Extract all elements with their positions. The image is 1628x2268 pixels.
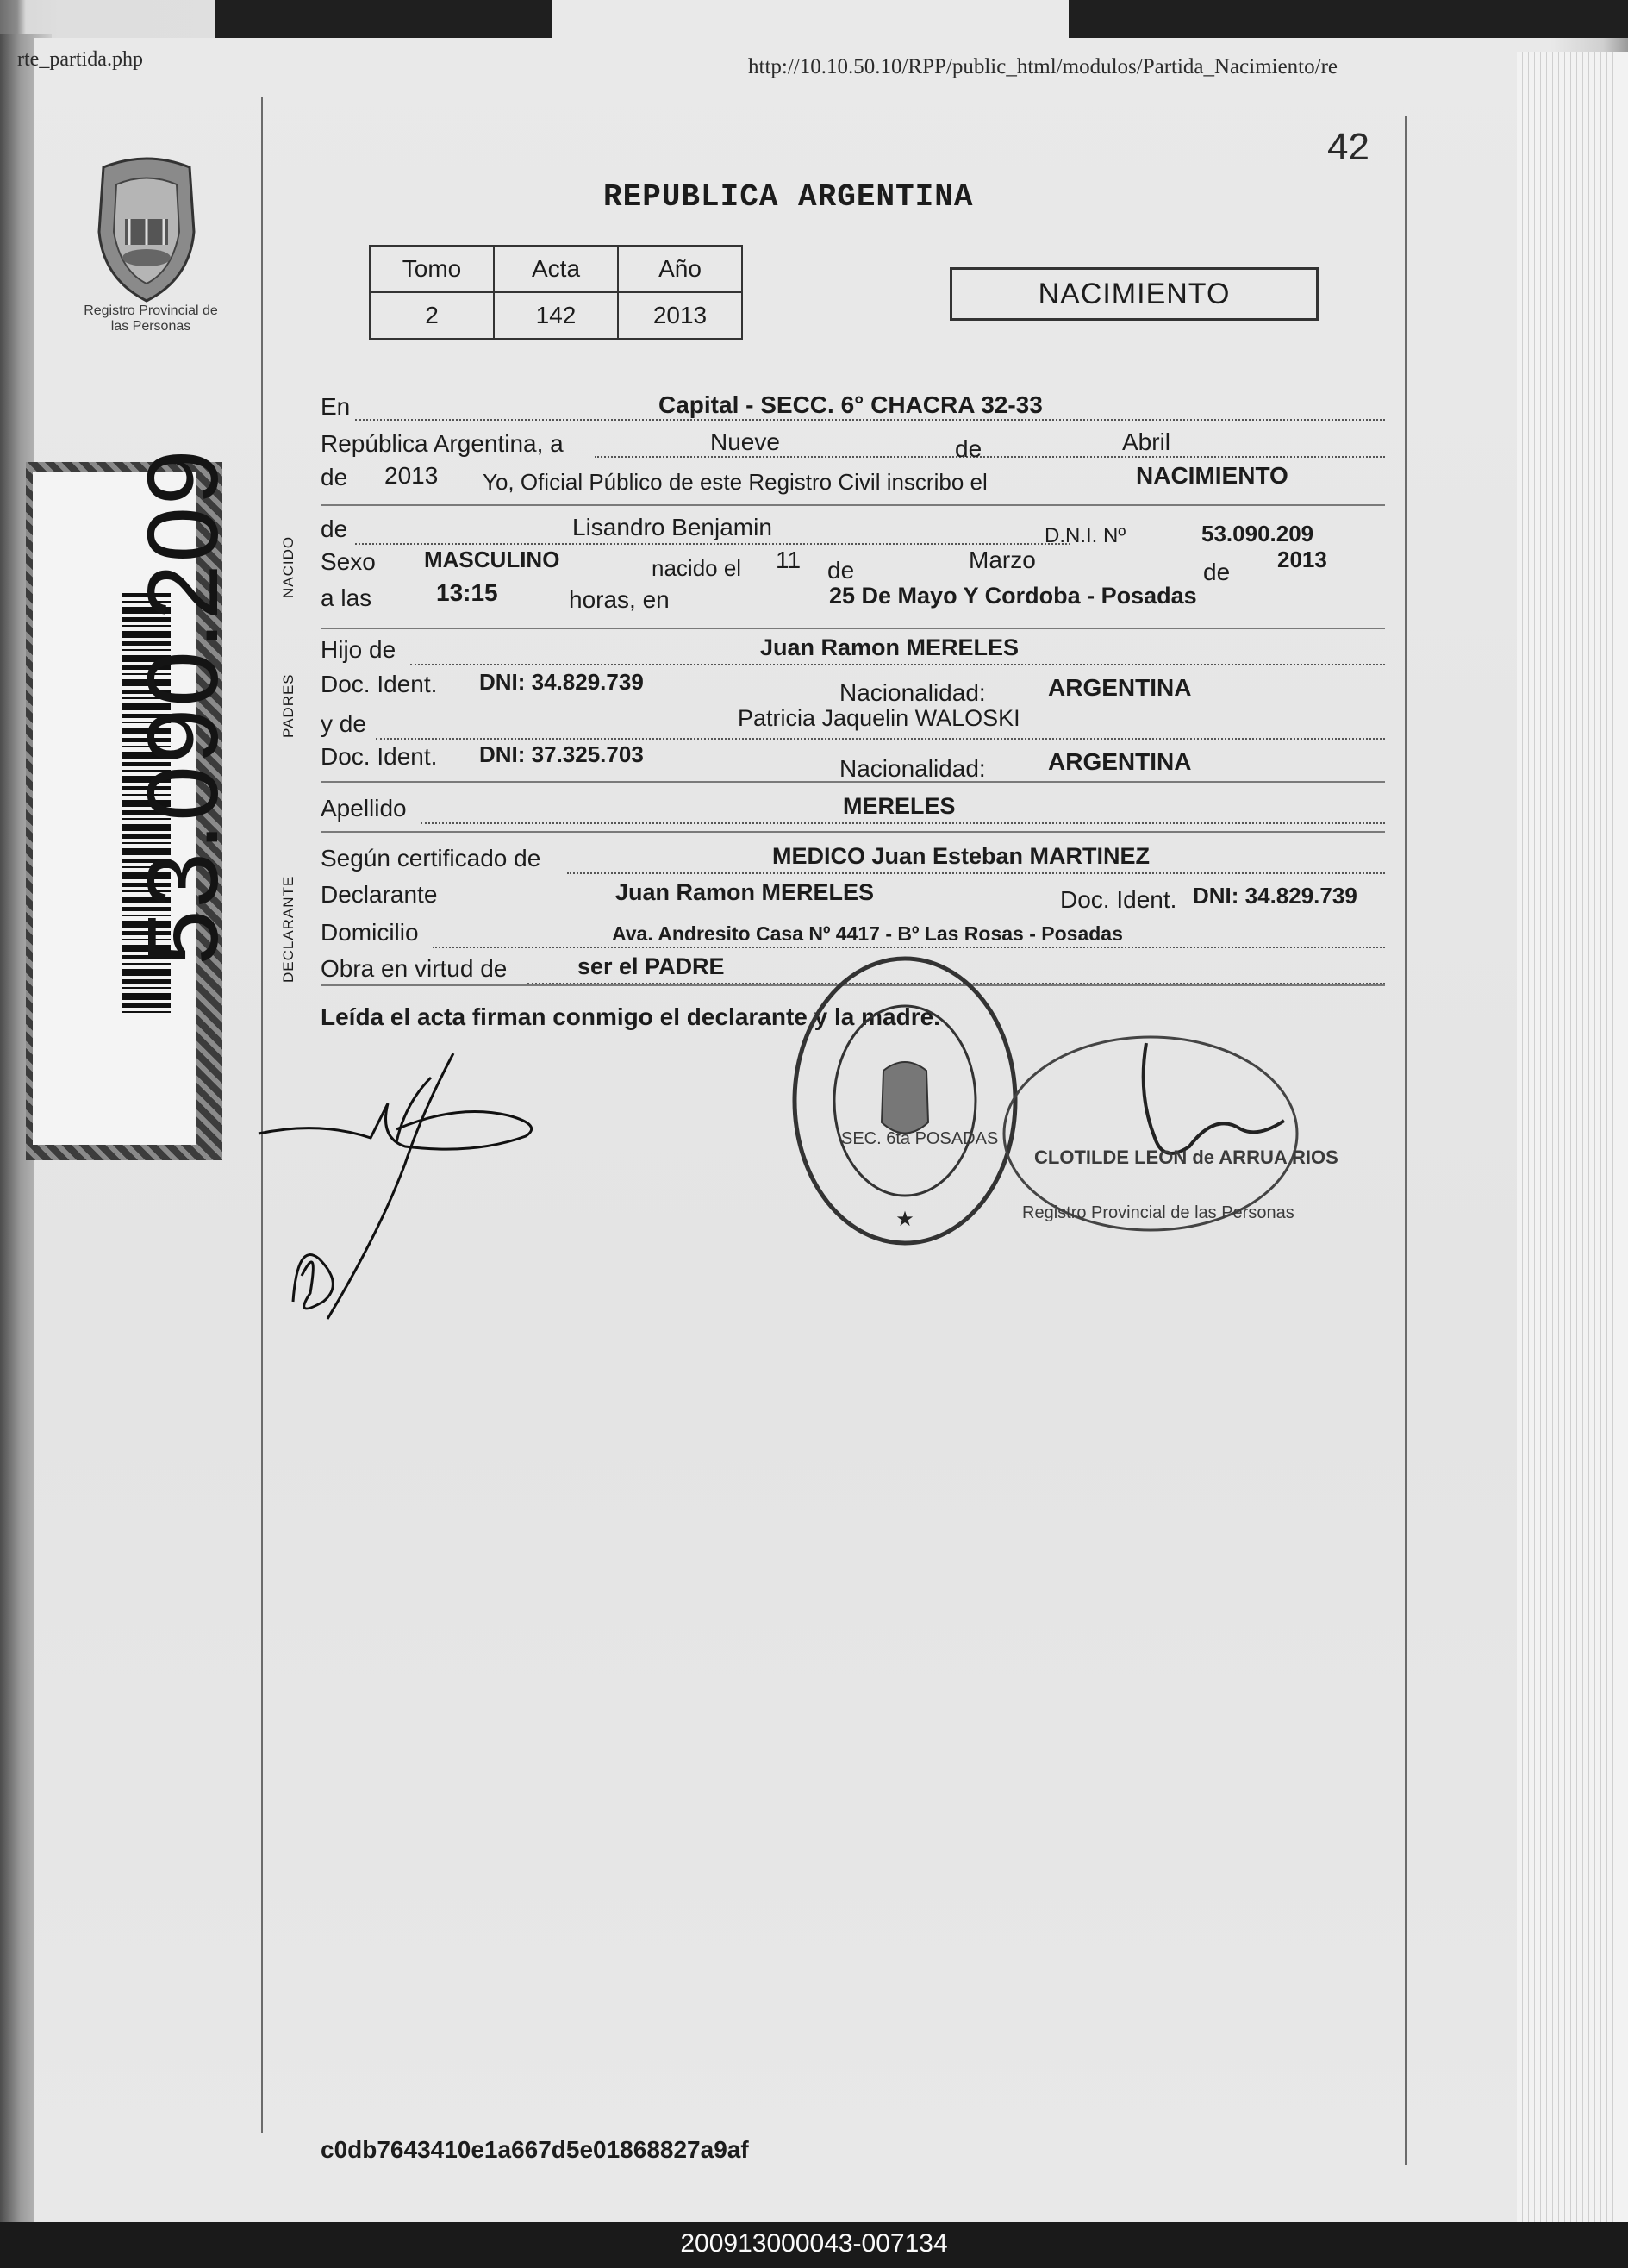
row-en bbox=[321, 391, 1385, 426]
ref-header-anio: Año bbox=[618, 246, 742, 292]
browser-url-left: rte_partida.php bbox=[17, 48, 143, 71]
value-madre-nac: ARGENTINA bbox=[1048, 748, 1192, 775]
verification-hash: c0db7643410e1a667d5e01868827a9af bbox=[321, 2136, 749, 2163]
ref-header-tomo: Tomo bbox=[370, 246, 494, 292]
value-padre-nac: ARGENTINA bbox=[1048, 674, 1192, 701]
side-label-declarante: DECLARANTE bbox=[280, 875, 296, 983]
row-hijo-de bbox=[321, 634, 1385, 669]
registry-logo-icon bbox=[86, 150, 207, 314]
value-nacido-dia: 11 bbox=[776, 547, 802, 573]
value-year: 2013 bbox=[384, 462, 439, 489]
value-hora: 13:15 bbox=[436, 579, 498, 606]
label-doc-madre: Doc. Ident. bbox=[321, 743, 438, 770]
frame-line-right bbox=[1405, 116, 1407, 2165]
svg-text:★: ★ bbox=[895, 1207, 914, 1231]
row-padre-doc bbox=[321, 669, 1385, 706]
section-rule-nacido bbox=[321, 628, 1385, 629]
dotted-line bbox=[421, 822, 1385, 824]
label-nac-madre: Nacionalidad: bbox=[839, 755, 986, 782]
document-title: REPUBLICA ARGENTINA bbox=[603, 179, 974, 215]
value-day: Nueve bbox=[710, 428, 780, 455]
dotted-line bbox=[567, 872, 1385, 874]
barcode-number: 53.090.209 bbox=[127, 447, 239, 965]
row-nombre bbox=[321, 514, 1385, 548]
label-de-mes: de bbox=[827, 557, 855, 584]
value-inscribo: NACIMIENTO bbox=[1136, 462, 1288, 489]
value-dni: 53.090.209 bbox=[1201, 521, 1314, 547]
label-de-anio: de bbox=[1203, 559, 1231, 585]
value-nombre: Lisandro Benjamin bbox=[572, 514, 772, 540]
page-number: 42 bbox=[1327, 126, 1369, 168]
declarant-signature bbox=[250, 1043, 577, 1328]
top-paper-edge bbox=[552, 0, 1069, 38]
value-nacido-mes: Marzo bbox=[969, 547, 1036, 573]
page-stack-edge bbox=[1517, 52, 1628, 2222]
ref-value-tomo: 2 bbox=[370, 292, 494, 339]
signature-stamp-name: CLOTILDE LEON de ARRUA RIOS bbox=[1034, 1146, 1338, 1168]
value-month: Abril bbox=[1122, 428, 1171, 455]
label-certificado: Según certificado de bbox=[321, 845, 541, 872]
row-apellido bbox=[321, 793, 1385, 828]
dotted-line bbox=[410, 664, 1385, 665]
reference-table bbox=[369, 245, 743, 340]
side-label-padres: PADRES bbox=[280, 673, 296, 738]
row-hora bbox=[321, 579, 1385, 614]
footer-id: 200913000043-007134 bbox=[680, 2229, 948, 2258]
label-de-year: de bbox=[321, 464, 348, 490]
browser-url-right: http://10.10.50.10/RPP/public_html/modulos/Partida_Nacimiento/re bbox=[748, 55, 1338, 78]
ref-header-acta: Acta bbox=[494, 246, 618, 292]
top-dark-strip bbox=[215, 0, 1628, 38]
dotted-line bbox=[433, 947, 1385, 948]
label-nacido: nacido el bbox=[652, 555, 742, 581]
label-domicilio: Domicilio bbox=[321, 919, 419, 946]
label-sexo: Sexo bbox=[321, 548, 376, 575]
value-declarante-doc: DNI: 34.829.739 bbox=[1193, 883, 1357, 909]
ref-value-anio: 2013 bbox=[618, 292, 742, 339]
logo-caption: Registro Provincial de las Personas bbox=[84, 303, 218, 334]
footer-bar bbox=[0, 2222, 1628, 2268]
value-madre: Patricia Jaquelin WALOSKI bbox=[738, 705, 1020, 731]
dotted-line bbox=[376, 738, 1385, 740]
seal-center-text: SEC. 6ta POSADAS bbox=[841, 1129, 999, 1148]
side-label-nacido: NACIDO bbox=[280, 535, 296, 598]
label-nac-padre: Nacionalidad: bbox=[839, 679, 986, 706]
label-declarante: Declarante bbox=[321, 881, 438, 908]
value-declarante: Juan Ramon MERELES bbox=[615, 879, 875, 905]
row-republica bbox=[321, 428, 1385, 463]
dotted-line bbox=[355, 543, 1070, 545]
value-padre: Juan Ramon MERELES bbox=[760, 634, 1020, 660]
row-domicilio bbox=[321, 917, 1385, 952]
value-certificado: MEDICO Juan Esteban MARTINEZ bbox=[772, 843, 1151, 869]
label-de-nombre: de bbox=[321, 515, 348, 542]
value-nacido-anio: 2013 bbox=[1277, 547, 1327, 572]
row-y-de bbox=[321, 705, 1385, 740]
signature-stamp-office: Registro Provincial de las Personas bbox=[1022, 1203, 1294, 1222]
row-certificado bbox=[321, 843, 1385, 878]
label-alas: a las bbox=[321, 584, 372, 611]
value-padre-doc: DNI: 34.829.739 bbox=[479, 669, 644, 695]
label-obra: Obra en virtud de bbox=[321, 955, 508, 982]
value-obra: ser el PADRE bbox=[577, 953, 725, 979]
section-rule-apellido bbox=[321, 831, 1385, 833]
dotted-line bbox=[595, 456, 1385, 458]
row-declarante bbox=[321, 879, 1385, 914]
value-lugar: 25 De Mayo Y Cordoba - Posadas bbox=[829, 583, 1197, 609]
value-apellido: MERELES bbox=[843, 793, 956, 819]
value-domicilio: Ava. Andresito Casa Nº 4417 - Bº Las Rosas - Posadas bbox=[612, 922, 1123, 945]
label-republica: República Argentina, a bbox=[321, 430, 564, 457]
section-rule-top bbox=[321, 504, 1385, 506]
label-declarante-doc: Doc. Ident. bbox=[1060, 886, 1177, 913]
value-sexo: MASCULINO bbox=[424, 547, 560, 572]
label-hijo-de: Hijo de bbox=[321, 636, 396, 663]
value-en: Capital - SECC. 6° CHACRA 32-33 bbox=[658, 391, 1043, 418]
label-y-de: y de bbox=[321, 710, 366, 737]
row-oficial bbox=[321, 462, 1385, 497]
row-madre-doc bbox=[321, 741, 1385, 782]
label-oficial: Yo, Oficial Público de este Registro Civil inscribo el bbox=[483, 469, 988, 495]
label-horas-en: horas, en bbox=[569, 586, 670, 613]
label-doc-padre: Doc. Ident. bbox=[321, 671, 438, 697]
label-de: de bbox=[955, 435, 982, 462]
ref-value-acta: 142 bbox=[494, 292, 618, 339]
row-sexo bbox=[321, 547, 1385, 585]
label-en: En bbox=[321, 393, 351, 420]
official-seal-icon bbox=[789, 950, 1021, 1252]
label-dni: D.N.I. Nº bbox=[1045, 524, 1126, 547]
dotted-line bbox=[355, 419, 1385, 421]
closing-statement: Leída el acta firman conmigo el declarante y la madre. bbox=[321, 1003, 940, 1030]
record-type-box: NACIMIENTO bbox=[950, 267, 1319, 321]
value-madre-doc: DNI: 37.325.703 bbox=[479, 741, 644, 767]
label-apellido: Apellido bbox=[321, 795, 407, 822]
